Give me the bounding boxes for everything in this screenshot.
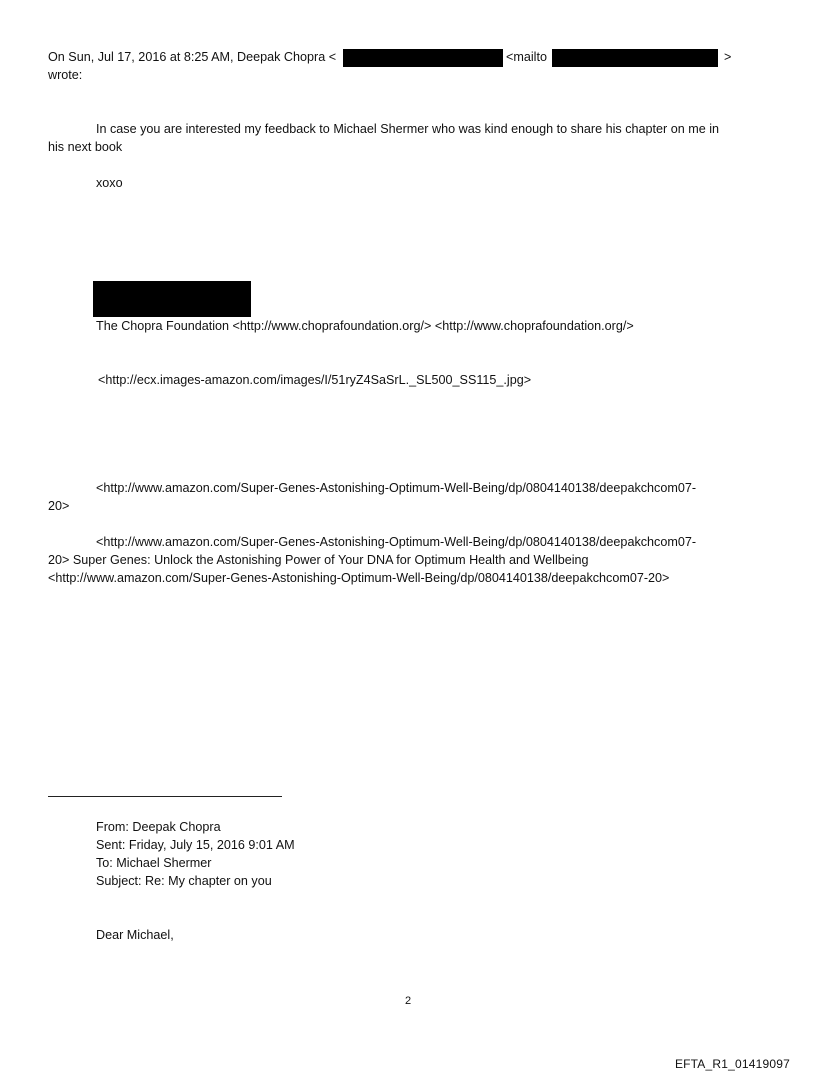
separator-rule	[48, 796, 282, 797]
forwarded-to: To: Michael Shermer	[96, 856, 212, 870]
foundation-link[interactable]: The Chopra Foundation <http://www.choprafoundation.org/> <http://www.choprafoundation.org/>	[96, 319, 634, 333]
message-signoff: xoxo	[96, 176, 123, 190]
header-mailto: <mailto	[506, 50, 547, 64]
forwarded-subject: Subject: Re: My chapter on you	[96, 874, 272, 888]
amazon-link-1-line-2[interactable]: 20>	[48, 499, 70, 513]
redacted-signature	[93, 281, 251, 317]
header-wrote: wrote:	[48, 68, 83, 82]
header-gt: >	[724, 50, 732, 64]
amazon-link-2-line-3[interactable]: <http://www.amazon.com/Super-Genes-Astonishing-Optimum-Well-Being/dp/0804140138/deepakchcom07-20>	[48, 571, 670, 585]
forwarded-from: From: Deepak Chopra	[96, 820, 221, 834]
header-intro: On Sun, Jul 17, 2016 at 8:25 AM, Deepak Chopra <	[48, 50, 337, 64]
redacted-email-1	[343, 49, 503, 67]
forwarded-greeting: Dear Michael,	[96, 928, 174, 942]
message-line-2: his next book	[48, 140, 123, 154]
amazon-link-2-line-1[interactable]: <http://www.amazon.com/Super-Genes-Astonishing-Optimum-Well-Being/dp/0804140138/deepakchcom07-	[96, 535, 697, 549]
document-id: EFTA_R1_01419097	[674, 1057, 790, 1071]
forwarded-sent: Sent: Friday, July 15, 2016 9:01 AM	[96, 838, 295, 852]
image-link[interactable]: <http://ecx.images-amazon.com/images/I/51ryZ4SaSrL._SL500_SS115_.jpg>	[98, 373, 532, 387]
amazon-link-1-line-1[interactable]: <http://www.amazon.com/Super-Genes-Astonishing-Optimum-Well-Being/dp/0804140138/deepakchcom07-	[96, 481, 697, 495]
redacted-email-2	[552, 49, 718, 67]
message-line-1: In case you are interested my feedback to Michael Shermer who was kind enough to share his chapter on me in	[96, 122, 720, 136]
amazon-link-2-line-2[interactable]: 20> Super Genes: Unlock the Astonishing Power of Your DNA for Optimum Health and Wellbeing	[48, 553, 589, 567]
page-number: 2	[404, 995, 412, 1007]
